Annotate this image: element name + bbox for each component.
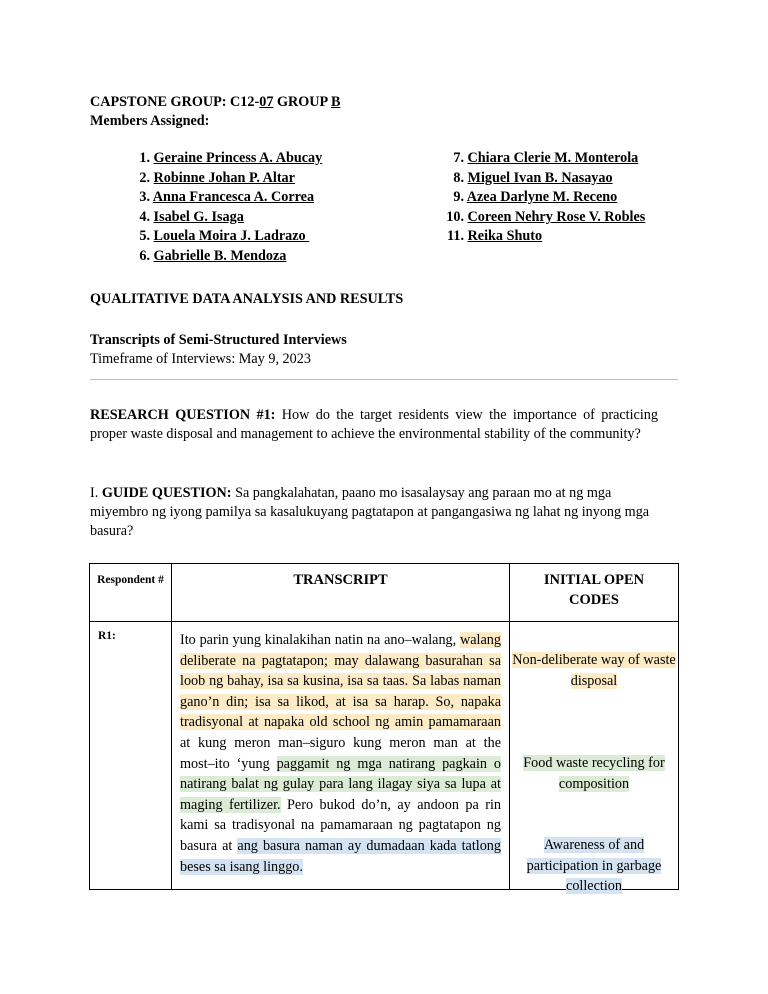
member-item: 5. Louela Moira J. Ladrazo bbox=[139, 228, 310, 245]
member-name: Gabrielle B. Mendoza bbox=[153, 247, 287, 264]
member-item: 8. Miguel Ivan B. Nasayao bbox=[453, 169, 613, 186]
code-item: Awareness of and participation in garbage collection bbox=[526, 837, 662, 895]
member-item: 3. Anna Francesca A. Correa bbox=[139, 189, 315, 206]
transcripts-title: Transcripts of Semi-Structured Interviews bbox=[90, 332, 347, 348]
table-header-row bbox=[90, 564, 679, 622]
respondent-cell: R1: bbox=[90, 622, 172, 890]
research-question-label: RESEARCH QUESTION #1: bbox=[90, 407, 276, 423]
member-name: Miguel Ivan B. Nasayao bbox=[467, 169, 613, 186]
highlight-blue: ang basura naman ay dumadaan kada tatlong beses sa isang linggo. bbox=[180, 837, 501, 875]
member-item: 6. Gabrielle B. Mendoza bbox=[139, 247, 287, 264]
member-name: Coreen Nehry Rose V. Robles bbox=[467, 208, 646, 225]
member-name: Azea Darlyne M. Receno bbox=[466, 189, 618, 206]
research-question-text: How do the target residents view the importance of practicing proper waste disposal and management to achieve the environmental stability of the community? bbox=[90, 407, 658, 442]
transcript-text: Ito parin yung kinalakihan natin na ano–walang, walang deliberate na pagtatapon; may dalawang basurahan sa loob ng bahay, isa sa kusina, isa sa taas. Sa labas naman gano’n din; isa sa likod, at isa sa harap. So, napaka tradisyonal at napaka old school ng amin pamamaraan at kung meron man–siguro kung meron man at the most–ito ‘yung paggamit ng mga natirang pagkain o natirang balat ng gulay para lang ilagay siya sa lupa at maging fertilizer. Pero bukod do’n, ay andoon pa rin kami sa tradisyonal na pamamaraan ng pagtatapon ng basura at ang basura naman ay dumadaan kada tatlong beses sa isang linggo. bbox=[180, 632, 501, 875]
members-list-left bbox=[136, 149, 322, 267]
member-item: 1. Geraine Princess A. Abucay bbox=[139, 150, 323, 166]
member-item: 10. Coreen Nehry Rose V. Robles bbox=[446, 208, 646, 225]
member-name: Isabel G. Isaga bbox=[153, 208, 244, 225]
member-item: 9. Azea Darlyne M. Receno bbox=[453, 189, 618, 206]
research-question bbox=[90, 406, 658, 444]
group-number: 07 bbox=[259, 94, 274, 110]
divider bbox=[90, 379, 678, 380]
member-name: Robinne Johan P. Altar bbox=[153, 169, 295, 186]
members-list-right bbox=[443, 149, 645, 247]
section-title: QUALITATIVE DATA ANALYSIS AND RESULTS bbox=[90, 291, 404, 307]
member-name: Louela Moira J. Ladrazo bbox=[153, 228, 310, 245]
transcript-cell bbox=[172, 622, 510, 890]
member-item: 4. Isabel G. Isaga bbox=[139, 208, 244, 225]
table-row bbox=[90, 622, 679, 890]
member-item: 7. Chiara Clerie M. Monterola bbox=[453, 150, 639, 166]
guide-question-label: GUIDE QUESTION: bbox=[101, 485, 232, 501]
group-mid: GROUP bbox=[273, 94, 331, 110]
header-codes: INITIAL OPEN CODES bbox=[510, 564, 679, 622]
highlight-yellow: walang deliberate na pagtatapon; may dalawang basurahan sa loob ng bahay, isa sa kusina, isa sa taas. Sa labas naman gano’n din; isa sa likod, at isa sa harap. So, napaka tradisyonal at napaka old school ng amin pamamaraan bbox=[180, 632, 501, 731]
member-name: Reika Shuto bbox=[467, 228, 543, 245]
member-item: 11. Reika Shuto bbox=[447, 228, 543, 245]
codes-cell bbox=[510, 622, 679, 895]
member-name: Geraine Princess A. Abucay bbox=[153, 150, 323, 166]
members-label: Members Assigned: bbox=[90, 113, 210, 129]
member-name: Chiara Clerie M. Monterola bbox=[467, 150, 639, 166]
member-name: Anna Francesca A. Correa bbox=[152, 189, 315, 206]
code-item: Food waste recycling for composition bbox=[523, 755, 665, 792]
group-letter: B bbox=[330, 94, 341, 110]
header-transcript: TRANSCRIPT bbox=[172, 564, 510, 622]
group-heading bbox=[90, 93, 340, 112]
header-respondent: Respondent # bbox=[90, 564, 172, 622]
timeframe: Timeframe of Interviews: May 9, 2023 bbox=[90, 351, 311, 367]
transcript-table bbox=[89, 563, 679, 895]
member-item: 2. Robinne Johan P. Altar bbox=[139, 169, 295, 186]
code-item: Non-deliberate way of waste disposal bbox=[512, 652, 676, 689]
guide-question-text: Sa pangkalahatan, paano mo isasalaysay ang paraan mo at ng mga miyembro ng iyong pamilya sa kasalukuyang pagtatapon at pangangasiwa ng lahat ng inyong mga basura? bbox=[90, 485, 650, 539]
guide-question-prefix: I. bbox=[90, 485, 102, 501]
group-prefix: CAPSTONE GROUP: C12- bbox=[90, 94, 260, 110]
guide-question bbox=[90, 484, 670, 541]
highlight-green: paggamit ng mga natirang pagkain o natirang balat ng gulay para lang ilagay siya sa lupa at maging fertilizer. bbox=[180, 755, 501, 813]
